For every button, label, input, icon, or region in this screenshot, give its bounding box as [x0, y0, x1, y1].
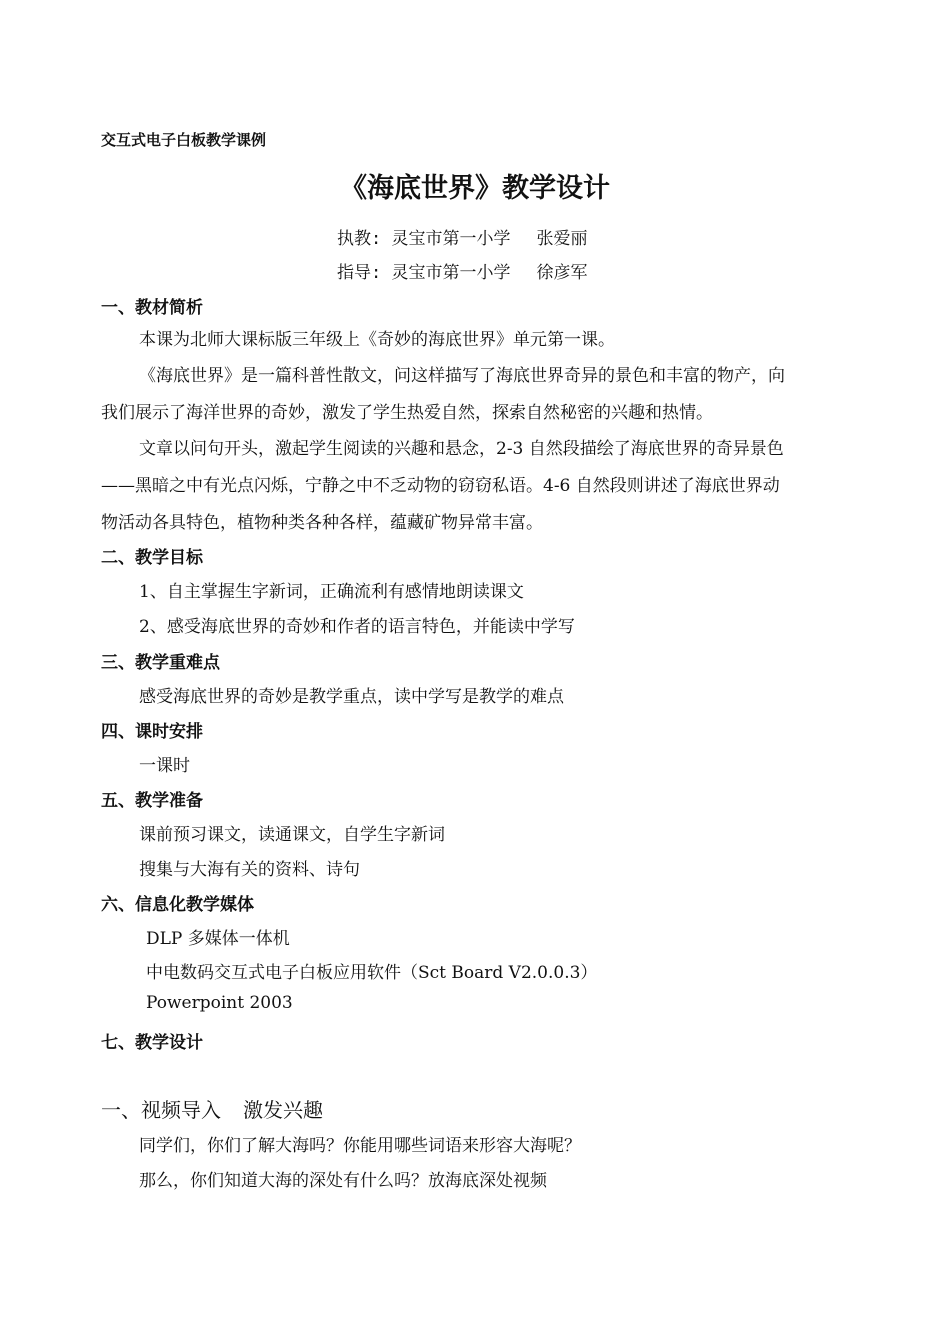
design-line: 那么，你们知道大海的深处有什么吗？放海底深处视频 — [139, 1171, 547, 1191]
paragraph: 文章以问句开头，激起学生阅读的兴趣和悬念，2-3 自然段描绘了海底世界的奇异景色 — [139, 439, 784, 459]
paragraph-continued: 我们展示了海洋世界的奇妙，激发了学生热爱自然，探索自然秘密的兴趣和热情。 — [101, 403, 713, 423]
advisor-role: 指导: — [337, 263, 382, 283]
goal-item: 2、感受海底世界的奇妙和作者的语言特色，并能读中学写 — [139, 617, 575, 637]
section-heading-key-points: 三、教学重难点 — [101, 653, 220, 673]
teacher-name: 张爱丽 — [536, 229, 588, 249]
goal-item: 1、自主掌握生字新词，正确流利有感情地朗读课文 — [139, 582, 524, 602]
advisor-school: 灵宝市第一小学 — [391, 263, 511, 283]
teacher-role: 执教: — [337, 229, 382, 249]
section-heading-materials: 一、教材简析 — [101, 298, 203, 318]
design-step-number: 一、视频导入 — [101, 1098, 221, 1122]
section-heading-preparation: 五、教学准备 — [101, 791, 203, 811]
media-item: Powerpoint 2003 — [146, 993, 293, 1013]
series-label: 交互式电子白板教学课例 — [101, 131, 267, 149]
section-heading-media: 六、信息化教学媒体 — [101, 895, 254, 915]
page-title: 《海底世界》教学设计 — [340, 173, 610, 204]
paragraph-continued: 物活动各具特色，植物种类各种各样，蕴藏矿物异常丰富。 — [101, 513, 543, 533]
advisor-line — [337, 258, 588, 283]
advisor-name: 徐彦军 — [536, 263, 588, 283]
design-step-heading — [101, 1094, 323, 1123]
paragraph-continued: ——黑暗之中有光点闪烁，宁静之中不乏动物的窃窃私语。4-6 自然段则讲述了海底世界动 — [101, 476, 780, 496]
preparation-item: 课前预习课文，读通课文，自学生字新词 — [139, 825, 445, 845]
design-step-title: 激发兴趣 — [243, 1098, 323, 1122]
key-points-text: 感受海底世界的奇妙是教学重点，读中学写是教学的难点 — [139, 687, 564, 707]
paragraph: 《海底世界》是一篇科普性散文，问这样描写了海底世界奇异的景色和丰富的物产，向 — [139, 366, 785, 386]
section-heading-design: 七、教学设计 — [101, 1033, 203, 1053]
design-line: 同学们，你们了解大海吗？你能用哪些词语来形容大海呢？ — [139, 1136, 581, 1156]
section-heading-goals: 二、教学目标 — [101, 548, 203, 568]
teacher-school: 灵宝市第一小学 — [391, 229, 511, 249]
teacher-line — [337, 224, 588, 249]
schedule-text: 一课时 — [139, 756, 190, 776]
paragraph: 本课为北师大课标版三年级上《奇妙的海底世界》单元第一课。 — [139, 330, 615, 350]
media-item: 中电数码交互式电子白板应用软件（Sct Board V2.0.0.3） — [146, 963, 598, 983]
media-item: DLP 多媒体一体机 — [146, 929, 290, 949]
preparation-item: 搜集与大海有关的资料、诗句 — [139, 860, 360, 880]
section-heading-schedule: 四、课时安排 — [101, 722, 203, 742]
